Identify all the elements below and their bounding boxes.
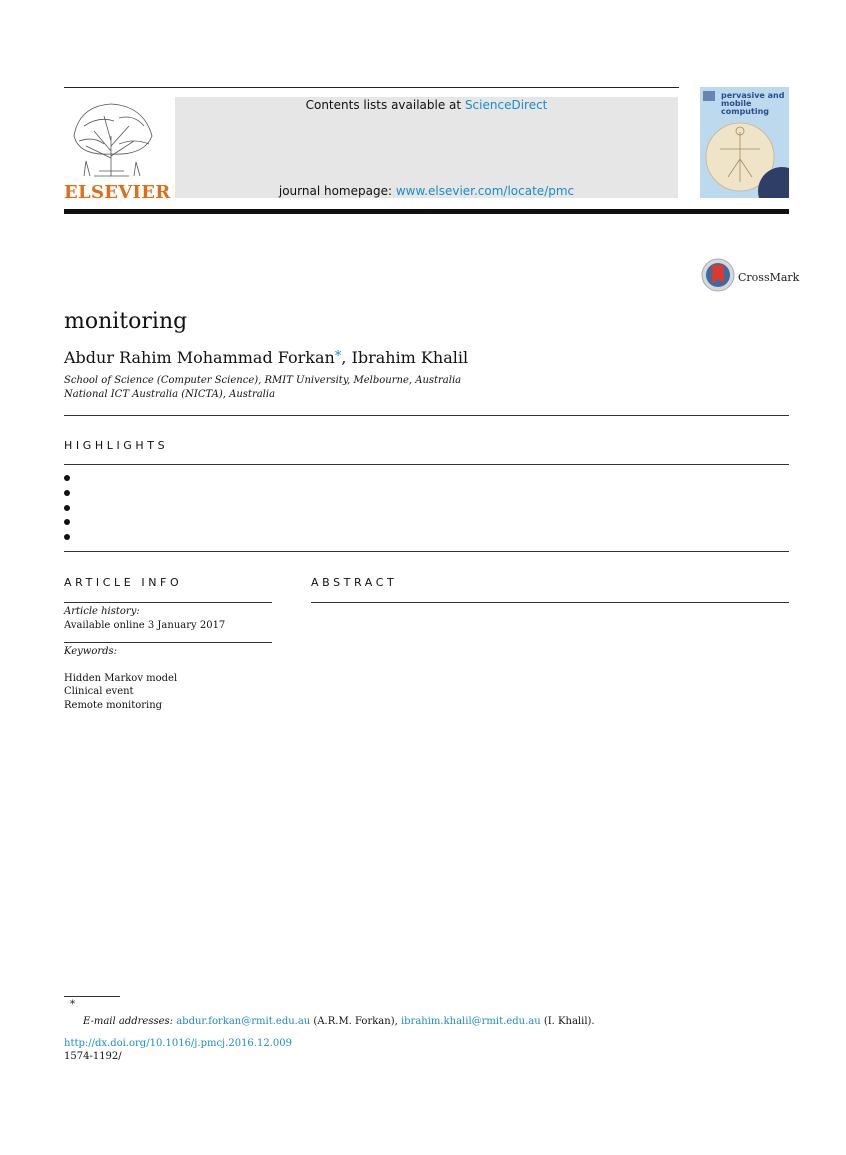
highlight-bullet <box>64 519 70 525</box>
author-footnote-mark[interactable]: * <box>334 349 342 364</box>
header-top-rule <box>64 87 679 88</box>
history-label: Article history: <box>64 606 140 617</box>
highlight-bullet <box>64 505 70 511</box>
footnote-rule <box>64 996 120 997</box>
highlight-bullet <box>64 534 70 540</box>
keywords-rule <box>64 642 272 643</box>
highlight-bullet <box>64 475 70 481</box>
contents-prefix: Contents lists available at <box>305 98 465 112</box>
keyword-item: Clinical event <box>64 686 134 697</box>
abstract-heading: ABSTRACT <box>311 576 398 589</box>
keyword-item: Remote monitoring <box>64 700 163 711</box>
highlights-bottom-rule <box>64 551 789 552</box>
highlight-bullet <box>64 490 70 496</box>
article-title: monitoring <box>64 309 188 334</box>
journal-homepage-link[interactable]: www.elsevier.com/locate/pmc <box>395 184 575 198</box>
crossmark-icon[interactable] <box>701 258 737 294</box>
highlights-rule <box>64 464 789 465</box>
abstract-rule <box>311 602 789 603</box>
author-forkan: Abdur Rahim Mohammad Forkan <box>64 348 335 367</box>
email-label: E-mail addresses: <box>83 1016 177 1027</box>
footnote-mark: * <box>70 999 75 1010</box>
affiliation-rmit: School of Science (Computer Science), RMIT University, Melbourne, Australia <box>64 375 462 386</box>
author-khalil: Ibrahim Khalil <box>351 348 469 367</box>
email-khalil-link[interactable]: ibrahim.khalil@rmit.edu.au <box>400 1016 541 1027</box>
keywords-label: Keywords: <box>64 646 118 657</box>
cover-title: pervasive and mobile computing <box>721 91 785 116</box>
author-line <box>64 348 468 367</box>
email-footnote <box>83 1016 595 1027</box>
author-separator: , <box>341 348 352 367</box>
contents-line <box>175 98 678 112</box>
publisher-name: ELSEVIER <box>64 182 171 203</box>
highlights-heading: HIGHLIGHTS <box>64 439 169 452</box>
crossmark-label[interactable]: CrossMark <box>738 271 800 284</box>
email-forkan-link[interactable]: abdur.forkan@rmit.edu.au <box>176 1016 311 1027</box>
email-khalil-owner: (I. Khalil). <box>540 1016 595 1027</box>
article-info-rule <box>64 602 272 603</box>
affiliation-rule <box>64 415 789 416</box>
header-thick-rule <box>64 209 789 214</box>
keyword-item: Hidden Markov model <box>64 673 178 684</box>
journal-banner <box>175 97 678 198</box>
history-value: Available online 3 January 2017 <box>64 620 226 631</box>
email-forkan-owner: (A.R.M. Forkan), <box>310 1016 401 1027</box>
homepage-prefix: journal homepage: <box>278 184 396 198</box>
article-info-heading: ARTICLE INFO <box>64 576 183 589</box>
journal-cover <box>700 87 789 198</box>
issn-text: 1574-1192/ <box>64 1051 122 1062</box>
affiliation-nicta: National ICT Australia (NICTA), Australia <box>64 389 276 400</box>
sciencedirect-link[interactable]: ScienceDirect <box>464 98 548 112</box>
doi-link[interactable]: http://dx.doi.org/10.1016/j.pmcj.2016.12.009 <box>64 1038 292 1049</box>
homepage-line <box>175 184 678 198</box>
